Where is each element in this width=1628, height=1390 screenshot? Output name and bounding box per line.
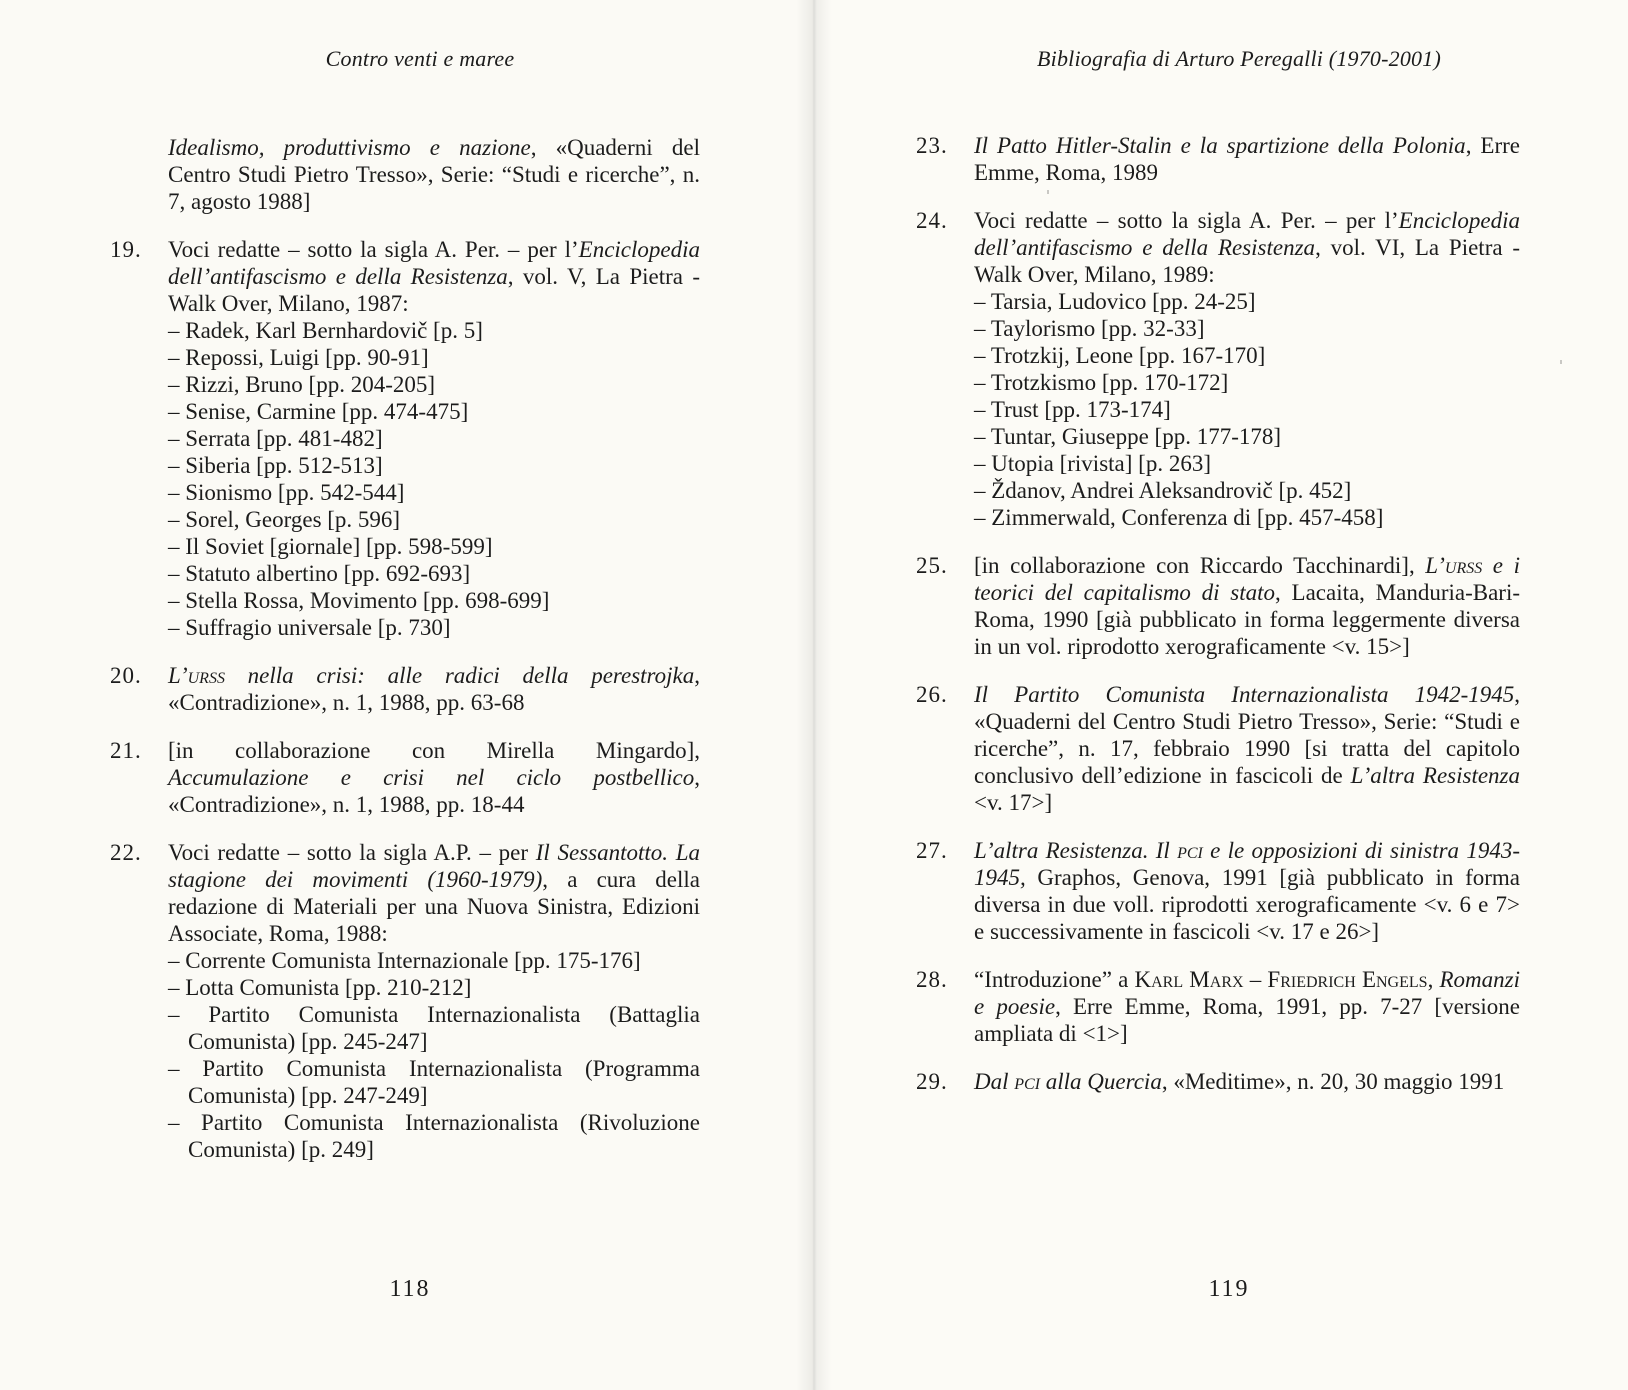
acronym: urss (1444, 553, 1483, 578)
entry-content (974, 837, 1520, 945)
entry-number: 22. (110, 840, 142, 865)
entry-citation (168, 662, 700, 716)
sub-entry-item: – Partito Comunista Internazionalista (Rivoluzione Comunista) [p. 249] (168, 1110, 700, 1162)
italic-title-text: Dal (974, 1069, 1015, 1094)
bibliography-entry (916, 681, 1520, 816)
page-number: 119 (1208, 1276, 1250, 1302)
italic-title-text: alla Quercia (1040, 1069, 1162, 1094)
author-name: Karl Marx (1134, 967, 1244, 992)
entry-citation (974, 552, 1520, 660)
bibliography-entry (110, 662, 700, 716)
italic-title-text: Enciclopedia dell’antifascismo e della Resistenza (168, 237, 700, 289)
right-page (814, 0, 1628, 1390)
italic-title-text: Accumulazione e crisi nel ciclo postbellico (168, 765, 695, 790)
bibliography-entry (110, 839, 700, 1163)
paper-speck (1047, 190, 1049, 194)
page-body (916, 132, 1520, 1116)
italic-title-text: Enciclopedia dell’antifascismo e della Resistenza (974, 208, 1520, 260)
entry-text: , Lacaita, Manduria-Bari-Roma, 1990 [già pubblicato in forma leggermente diversa in un vol. riprodotto xerograficamente <v. 15>] (974, 580, 1520, 659)
book-gutter (796, 0, 832, 1390)
entry-number: 23. (916, 133, 948, 158)
entry-citation (974, 681, 1520, 816)
italic-title-text: L’altra Resistenza (1350, 763, 1520, 788)
entry-content (974, 552, 1520, 660)
entry-list (110, 236, 700, 1163)
sub-entry-item: – Senise, Carmine [pp. 474-475] (168, 399, 469, 424)
entry-number: 29. (916, 1069, 948, 1094)
paper-speck (1560, 360, 1562, 364)
sub-entry-item: – Serrata [pp. 481-482] (168, 426, 383, 451)
entry-text: , «Meditime», n. 20, 30 maggio 1991 (1161, 1069, 1505, 1094)
entry-content (168, 236, 700, 641)
italic-title-text: nella crisi: alle radici della perestrojka (224, 663, 695, 688)
italic-title-text: Idealismo, produttivismo e nazione (168, 135, 531, 160)
sub-entry-item: – Sionismo [pp. 542-544] (168, 480, 405, 505)
entry-text: , «Contradizione», n. 1, 1988, pp. 63-68 (168, 663, 700, 715)
entry-text: , vol. VI, La Pietra - Walk Over, Milano, 1989: (974, 235, 1520, 287)
sub-entry-item: – Il Soviet [giornale] [pp. 598-599] (168, 534, 493, 559)
sub-entry-item: – Statuto albertino [pp. 692-693] (168, 561, 471, 586)
entry-text: Voci redatte – sotto la sigla A. Per. – per l’ (168, 237, 579, 262)
entry-citation (168, 236, 700, 317)
entry-text: “Introduzione” a (974, 967, 1135, 992)
sub-entry-item: – Radek, Karl Bernhardovič [p. 5] (168, 318, 483, 343)
entry-citation (168, 839, 700, 947)
entry-content (974, 1068, 1520, 1095)
entry-text: , (1427, 967, 1440, 992)
bibliography-entry (916, 966, 1520, 1047)
page-body (110, 134, 700, 1184)
entry-text: , vol. V, La Pietra - Walk Over, Milano, 1987: (168, 264, 700, 316)
page-number: 118 (389, 1276, 431, 1302)
entry-content (168, 737, 700, 818)
bibliography-entry (110, 236, 700, 641)
sub-entry-item: – Taylorismo [pp. 32-33] (974, 316, 1205, 341)
entry-text: Graphos, Genova, 1991 [già pubblicato in forma diversa in due voll. riprodotti xerograficamente <v. 6 e 7> e successivamente in fascicoli <v. 17 e 26>] (974, 865, 1520, 944)
entry-content (974, 132, 1520, 186)
continued-entry (110, 134, 700, 215)
entry-number: 26. (916, 682, 948, 707)
sub-entry-item: – Rizzi, Bruno [pp. 204-205] (168, 372, 436, 397)
sub-entry-item: – Utopia [rivista] [p. 263] (974, 451, 1211, 476)
entry-text: [in collaborazione con Riccardo Tacchinardi], (974, 553, 1426, 578)
entry-citation (974, 837, 1520, 945)
bibliography-entry (916, 1068, 1520, 1095)
entry-citation (974, 966, 1520, 1047)
acronym: pci (1014, 1069, 1041, 1094)
sub-entry-item: – Zimmerwald, Conferenza di [pp. 457-458] (974, 505, 1384, 530)
italic-title-text: L’ (168, 663, 188, 688)
sub-entry-item: – Partito Comunista Internazionalista (Battaglia Comunista) [pp. 245-247] (168, 1002, 700, 1054)
italic-title-text: Il Sessantotto. La stagione dei movimenti (1960-1979) (168, 840, 701, 892)
author-name: Friedrich Engels (1267, 967, 1428, 992)
entry-text: , «Quaderni del Centro Studi Pietro Tresso», Serie: “Studi e ricerche”, n. 17, febbraio 1990 [si tratta del capitolo conclusivo dell’edizione in fascicoli de (974, 682, 1520, 788)
entry-content (168, 662, 700, 716)
sub-entry-item: – Ždanov, Andrei Aleksandrovič [p. 452] (974, 478, 1352, 503)
entry-number: 28. (916, 967, 948, 992)
sub-entry-item: – Repossi, Luigi [pp. 90-91] (168, 345, 429, 370)
entry-citation (168, 737, 700, 818)
entry-citation (974, 1068, 1520, 1095)
sub-entry-item: – Suffragio universale [p. 730] (168, 615, 451, 640)
entry-text: , Erre Emme, Roma, 1989 (974, 133, 1520, 185)
italic-title-text: L’ (1425, 553, 1445, 578)
entry-content (168, 839, 700, 1163)
entry-text: , Erre Emme, Roma, 1991, pp. 7-27 [versione ampliata di <1>] (974, 994, 1520, 1046)
entry-number: 25. (916, 553, 948, 578)
acronym: pci (1177, 838, 1203, 863)
bibliography-entry (916, 837, 1520, 945)
entry-number: 21. (110, 738, 142, 763)
sub-entry-item: – Stella Rossa, Movimento [pp. 698-699] (168, 588, 550, 613)
entry-number: 27. (916, 838, 948, 863)
italic-title-text: e i teorici del capitalismo di stato (974, 553, 1520, 605)
sub-entry-item: – Lotta Comunista [pp. 210-212] (168, 975, 472, 1000)
entry-text: <v. 17>] (974, 790, 1053, 815)
entry-content (974, 966, 1520, 1047)
entry-list (916, 132, 1520, 1095)
sub-entry-item: – Tuntar, Giuseppe [pp. 177-178] (974, 424, 1282, 449)
sub-entry-item: – Sorel, Georges [p. 596] (168, 507, 401, 532)
entry-text: Voci redatte – sotto la sigla A. Per. – per l’ (974, 208, 1399, 233)
bibliography-entry (110, 737, 700, 818)
entry-citation (974, 132, 1520, 186)
running-head: Bibliografia di Arturo Peregalli (1970-2001) (1037, 46, 1441, 71)
entry-citation (974, 207, 1520, 288)
entry-number: 19. (110, 237, 142, 262)
italic-title-text: L’altra Resistenza. Il (974, 838, 1178, 863)
acronym: urss (187, 663, 225, 688)
entry-number: 24. (916, 208, 948, 233)
sub-entry-item: – Corrente Comunista Internazionale [pp. 175-176] (168, 948, 641, 973)
sub-entry-item: – Trotzkij, Leone [pp. 167-170] (974, 343, 1266, 368)
entry-text: , a cura della redazione di Materiali per una Nuova Sinistra, Edizioni Associate, Roma, 1988: (168, 867, 700, 946)
italic-title-text: Il Partito Comunista Internazionalista 1942-1945 (974, 682, 1515, 707)
italic-title-text: Romanzi e poesie (974, 967, 1520, 1019)
sub-entry-item: – Siberia [pp. 512-513] (168, 453, 383, 478)
italic-title-text: Il Patto Hitler-Stalin e la spartizione della Polonia (974, 133, 1466, 158)
sub-entry-item: – Trotzkismo [pp. 170-172] (974, 370, 1229, 395)
entry-number: 20. (110, 663, 142, 688)
running-head: Contro venti e maree (325, 46, 515, 71)
sub-entry-item: – Tarsia, Ludovico [pp. 24-25] (974, 289, 1256, 314)
italic-title-text: e le opposizioni di sinistra 1943-1945, (974, 838, 1520, 890)
bibliography-entry (916, 207, 1520, 531)
sub-entry-item: – Trust [pp. 173-174] (974, 397, 1171, 422)
entry-text: Voci redatte – sotto la sigla A.P. – per (168, 840, 536, 865)
bibliography-entry (916, 552, 1520, 660)
entry-content (974, 681, 1520, 816)
entry-text: – (1243, 967, 1268, 992)
entry-text: [in collaborazione con Mirella Mingardo], (168, 738, 700, 763)
bibliography-entry (916, 132, 1520, 186)
sub-entry-item: – Partito Comunista Internazionalista (Programma Comunista) [pp. 247-249] (168, 1056, 700, 1108)
entry-content (974, 207, 1520, 531)
entry-text: , «Contradizione», n. 1, 1988, pp. 18-44 (168, 765, 700, 817)
entry-text: , «Quaderni del Centro Studi Pietro Tresso», Serie: “Studi e ricerche”, n. 7, agosto 1988] (168, 135, 700, 214)
